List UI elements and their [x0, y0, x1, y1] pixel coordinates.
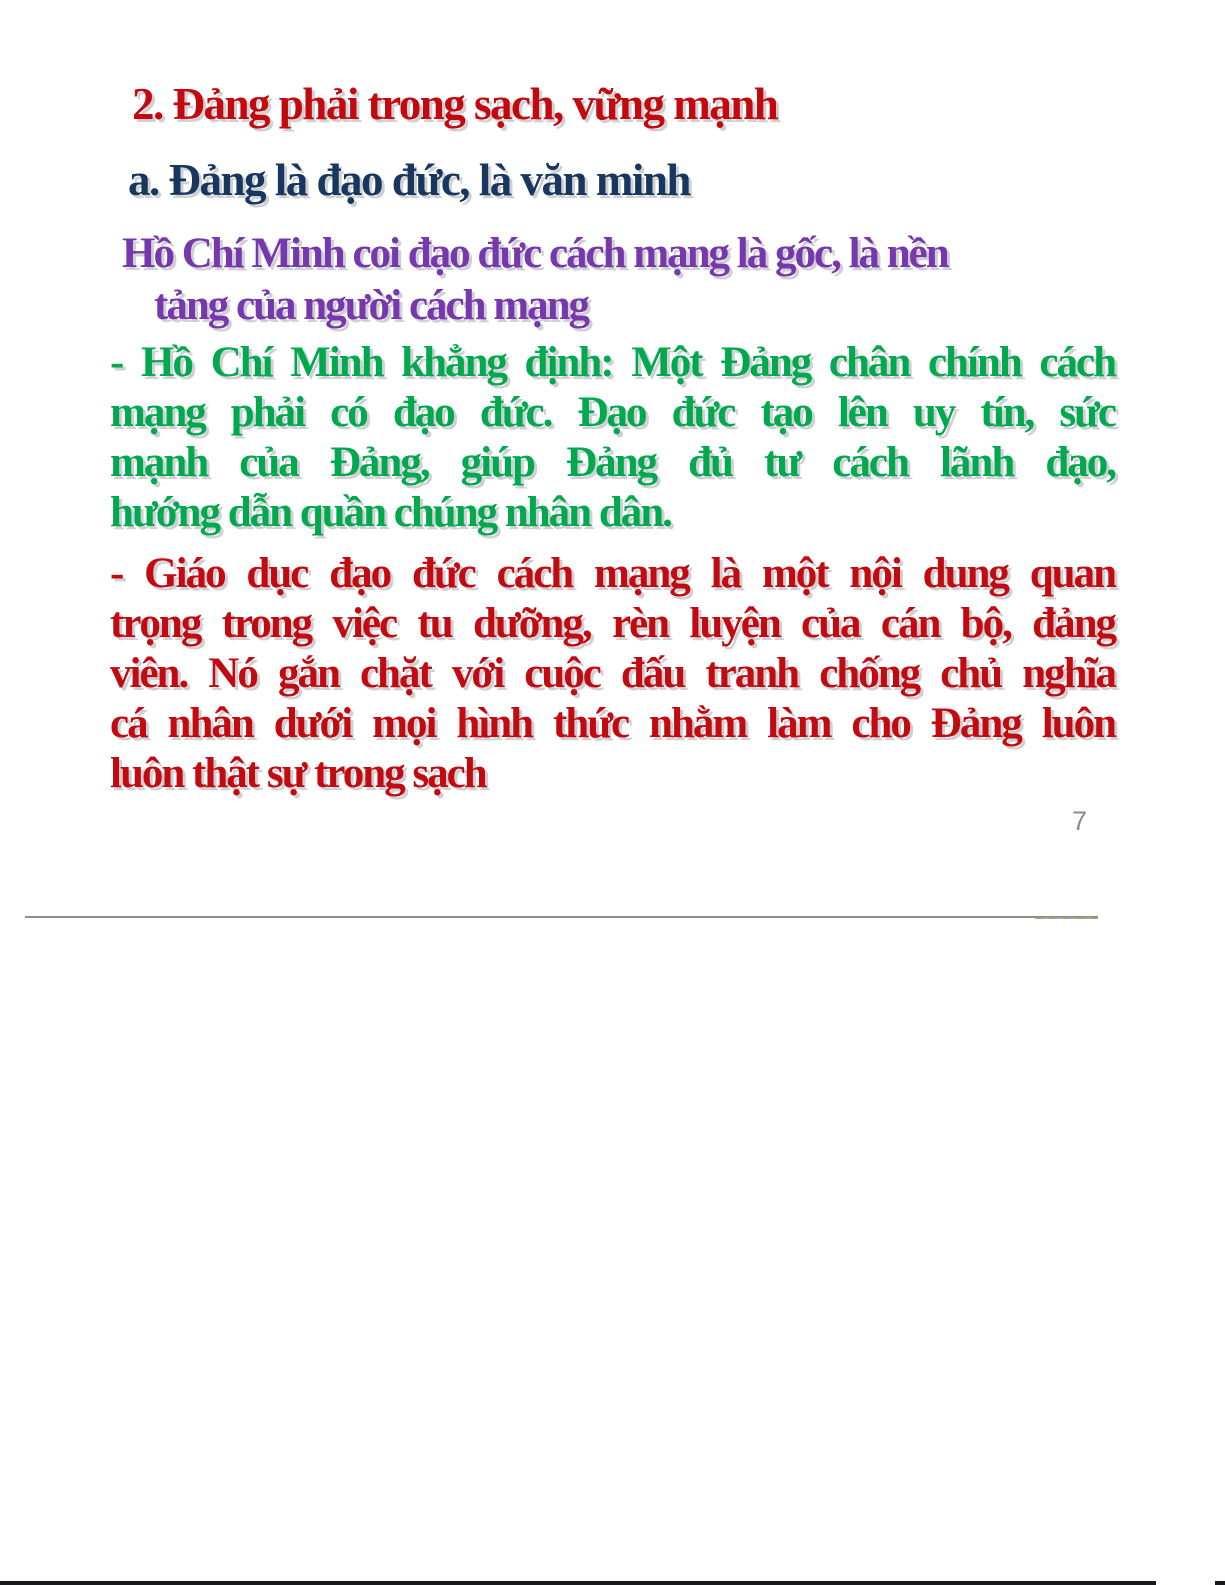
- red-paragraph: [110, 549, 1115, 799]
- page-number: 7: [1072, 806, 1088, 836]
- red-paragraph-line-4: cá nhân dưới mọi hình thức nhằm làm cho Đảng luôn: [110, 700, 1115, 747]
- green-paragraph-line-2: mạng phải có đạo đức. Đạo đức tạo lên uy tín, sức: [110, 389, 1115, 436]
- green-paragraph-line-4: hướng dẫn quần chúng nhân dân.: [110, 489, 671, 536]
- red-paragraph-line-3: viên. Nó gắn chặt với cuộc đấu tranh chống chủ nghĩa: [110, 650, 1115, 697]
- green-paragraph: [110, 338, 1115, 538]
- red-paragraph-line-5: luôn thật sự trong sạch: [110, 750, 486, 797]
- bottom-border-line: [0, 1581, 1156, 1585]
- purple-paragraph-line-1: Hồ Chí Minh coi đạo đức cách mạng là gốc, là nền: [122, 230, 948, 277]
- green-paragraph-line-1: - Hồ Chí Minh khẳng định: Một Đảng chân chính cách: [110, 339, 1115, 386]
- slide-subtitle: a. Đảng là đạo đức, là văn minh: [128, 155, 690, 205]
- divider-dashed-segment: [1035, 917, 1098, 919]
- purple-paragraph: [122, 228, 1142, 332]
- slide-title: 2. Đảng phải trong sạch, vững mạnh: [132, 79, 778, 129]
- purple-paragraph-line-2: tảng của người cách mạng: [154, 282, 589, 329]
- bottom-border-corner-mark: [1215, 1581, 1225, 1585]
- red-paragraph-line-2: trọng trong việc tu dưỡng, rèn luyện của cán bộ, đảng: [110, 600, 1115, 647]
- divider-line: [25, 916, 1098, 918]
- green-paragraph-line-3: mạnh của Đảng, giúp Đảng đủ tư cách lãnh đạo,: [110, 439, 1115, 486]
- red-paragraph-line-1: - Giáo dục đạo đức cách mạng là một nội dung quan: [110, 550, 1115, 597]
